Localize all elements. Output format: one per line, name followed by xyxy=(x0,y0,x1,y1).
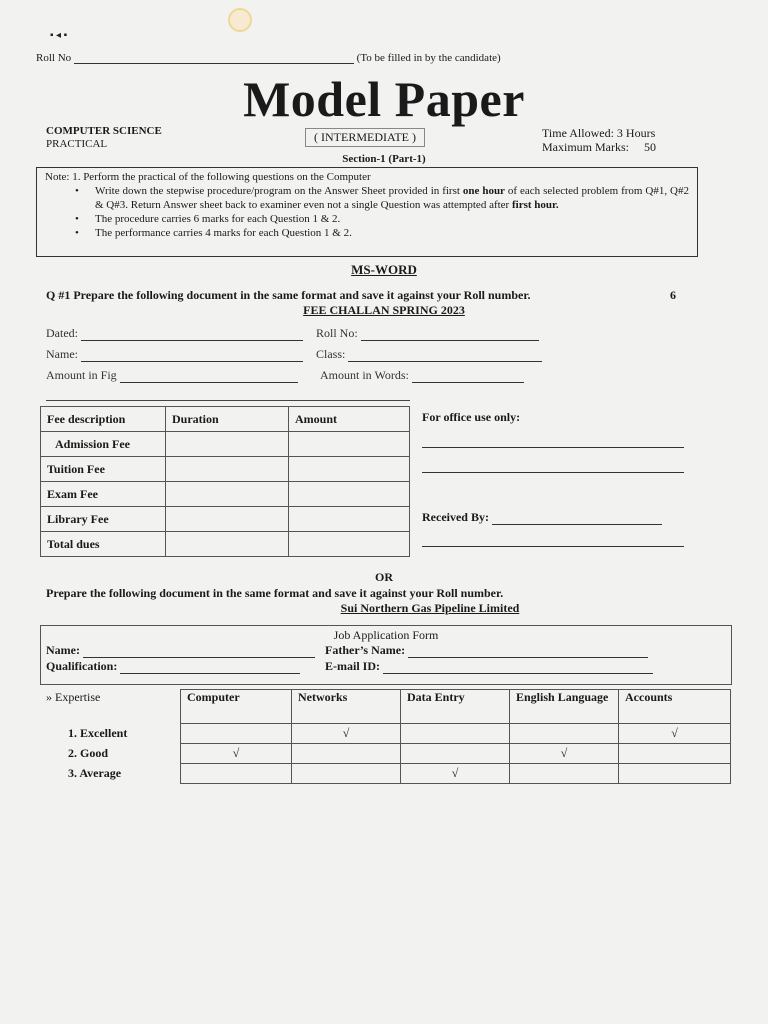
field-line xyxy=(81,361,303,362)
office-line xyxy=(422,472,684,473)
separator-line xyxy=(46,400,410,401)
field-amount-fig xyxy=(46,368,298,383)
fee-row-label: Total dues xyxy=(41,532,166,557)
field-line xyxy=(412,382,524,383)
field-line xyxy=(120,382,298,383)
office-line xyxy=(422,447,684,448)
table-row xyxy=(40,744,731,764)
bullet-dot: • xyxy=(75,227,79,239)
row-label xyxy=(40,724,181,744)
fee-cell xyxy=(289,507,410,532)
expertise-table xyxy=(40,689,731,784)
note-bullet-2-text: The procedure carries 6 marks for each Question 1 & 2. xyxy=(95,213,341,225)
roll-row xyxy=(36,52,501,64)
job-form-title: Job Application Form xyxy=(333,628,439,642)
q1-marks: 6 xyxy=(670,288,676,302)
job-field-father xyxy=(325,643,648,658)
fee-cell xyxy=(289,482,410,507)
level-box: ( INTERMEDIATE ) xyxy=(305,128,425,147)
tick-cell xyxy=(292,764,401,784)
tick-cell: √ xyxy=(619,724,731,744)
field-roll xyxy=(316,326,539,341)
field-line xyxy=(348,361,542,362)
fee-cell xyxy=(166,432,289,457)
fee-cell xyxy=(166,457,289,482)
received-by-label: Received By: xyxy=(422,510,489,524)
field-line xyxy=(81,340,303,341)
note-bullet-2 xyxy=(75,212,689,226)
subject: COMPUTER SCIENCE xyxy=(46,125,162,137)
table-row xyxy=(41,432,410,457)
bullet-dot: • xyxy=(75,213,79,225)
job-qualification-label: Qualification: xyxy=(46,659,118,673)
section-heading: Section-1 (Part-1) xyxy=(342,153,426,165)
job-field-email xyxy=(325,659,653,674)
row-label-text: Excellent xyxy=(80,726,128,740)
note-box xyxy=(36,167,698,257)
fee-row-label: Exam Fee xyxy=(41,482,166,507)
note-bullet-3-text: The performance carries 4 marks for each Question 1 & 2. xyxy=(95,227,352,239)
job-father-label: Father’s Name: xyxy=(325,643,406,657)
fee-table xyxy=(40,406,410,557)
q-alt-text: Prepare the following document in the same format and save it against your Roll number. xyxy=(46,586,504,600)
tick-cell xyxy=(292,744,401,764)
q1-text: Q #1 Prepare the following document in the same format and save it against your Roll number. xyxy=(46,288,531,302)
scan-mark: ▪ ◂ ▪ xyxy=(50,30,68,41)
stain-mark xyxy=(228,8,252,32)
received-by xyxy=(422,510,662,525)
bullet-dot: • xyxy=(75,185,79,197)
tick-cell xyxy=(181,724,292,744)
field-class xyxy=(316,347,542,362)
field-name-label: Name: xyxy=(46,347,78,361)
fee-cell xyxy=(166,507,289,532)
fee-cell xyxy=(289,532,410,557)
job-name-label: Name: xyxy=(46,643,80,657)
table-row xyxy=(41,457,410,482)
row-label xyxy=(40,744,181,764)
job-field-line xyxy=(408,657,648,658)
field-amount-words xyxy=(320,368,524,383)
field-amount-fig-label: Amount in Fig xyxy=(46,368,117,382)
table-row xyxy=(41,507,410,532)
field-roll-label: Roll No: xyxy=(316,326,358,340)
field-dated-label: Dated: xyxy=(46,326,78,340)
max-marks-value: 50 xyxy=(644,140,656,154)
exam-meta xyxy=(542,126,656,154)
note-bullet-1-text-b: of each selected problem from Q#1, Q#2 & Q#3. Return Answer sheet back to examiner even not a single Question was attempted after xyxy=(95,185,689,211)
tick-cell xyxy=(510,724,619,744)
expertise-label: » Expertise xyxy=(40,690,181,724)
challan-title: FEE CHALLAN SPRING 2023 xyxy=(303,303,465,317)
job-field-line xyxy=(383,673,653,674)
office-line xyxy=(422,546,684,547)
job-field-qualification xyxy=(46,659,300,674)
fee-header-duration: Duration xyxy=(166,407,289,432)
field-dated xyxy=(46,326,303,341)
col-header: Data Entry xyxy=(401,690,510,724)
tick-cell xyxy=(401,744,510,764)
row-number: 2. xyxy=(68,746,77,760)
subject-type: PRACTICAL xyxy=(46,138,108,150)
tick-cell: √ xyxy=(292,724,401,744)
job-field-line xyxy=(120,673,300,674)
fee-row-label: Tuition Fee xyxy=(41,457,166,482)
received-by-line xyxy=(492,524,662,525)
row-number: 3. xyxy=(68,766,77,780)
roll-line xyxy=(74,63,354,64)
msword-heading: MS-WORD xyxy=(351,262,417,277)
or-label: OR xyxy=(375,570,393,584)
row-label-text: Average xyxy=(79,766,122,780)
table-row xyxy=(41,532,410,557)
row-number: 1. xyxy=(68,726,77,740)
tick-cell xyxy=(619,764,731,784)
note-bullet-1 xyxy=(75,184,689,212)
note-bullet-3 xyxy=(75,226,689,240)
tick-cell xyxy=(510,764,619,784)
note-intro: Note: 1. Perform the practical of the following questions on the Computer xyxy=(45,171,371,183)
fee-cell xyxy=(289,457,410,482)
col-header: Computer xyxy=(181,690,292,724)
table-row xyxy=(40,724,731,744)
field-class-label: Class: xyxy=(316,347,346,361)
subject-block xyxy=(46,125,162,151)
row-label-text: Good xyxy=(80,746,109,760)
tick-cell xyxy=(619,744,731,764)
job-field-name xyxy=(46,643,315,658)
col-header: Networks xyxy=(292,690,401,724)
fee-cell xyxy=(166,532,289,557)
fee-header-description: Fee description xyxy=(41,407,166,432)
fee-header-amount: Amount xyxy=(289,407,410,432)
max-marks-label: Maximum Marks: xyxy=(542,140,629,154)
field-line xyxy=(361,340,539,341)
tick-cell: √ xyxy=(510,744,619,764)
job-field-line xyxy=(83,657,315,658)
col-header: English Language xyxy=(510,690,619,724)
row-label xyxy=(40,764,181,784)
time-allowed: Time Allowed: 3 Hours xyxy=(542,126,656,140)
fee-row-label: Library Fee xyxy=(41,507,166,532)
table-row xyxy=(41,407,410,432)
field-name xyxy=(46,347,303,362)
roll-label: Roll No xyxy=(36,52,72,64)
table-row xyxy=(40,764,731,784)
field-amount-words-label: Amount in Words: xyxy=(320,368,409,382)
job-email-label: E-mail ID: xyxy=(325,659,380,673)
fee-cell xyxy=(289,432,410,457)
tick-cell: √ xyxy=(181,744,292,764)
fee-row-label: Admission Fee xyxy=(41,432,166,457)
note-bullet-1-emph-b: first hour. xyxy=(511,199,559,211)
fee-cell xyxy=(166,482,289,507)
tick-cell xyxy=(401,724,510,744)
tick-cell: √ xyxy=(401,764,510,784)
roll-hint: (To be filled in by the candidate) xyxy=(356,52,501,64)
page-title: Model Paper xyxy=(243,71,525,127)
tick-cell xyxy=(181,764,292,784)
table-row xyxy=(41,482,410,507)
note-bullet-1-emph-a: one hour xyxy=(462,185,505,197)
table-row xyxy=(40,690,731,724)
job-form-box xyxy=(40,625,732,685)
col-header: Accounts xyxy=(619,690,731,724)
office-use-label: For office use only: xyxy=(422,410,521,424)
note-bullet-1-text-a: Write down the stepwise procedure/program on the Answer Sheet provided in first xyxy=(95,185,463,197)
company-name: Sui Northern Gas Pipeline Limited xyxy=(340,601,520,615)
